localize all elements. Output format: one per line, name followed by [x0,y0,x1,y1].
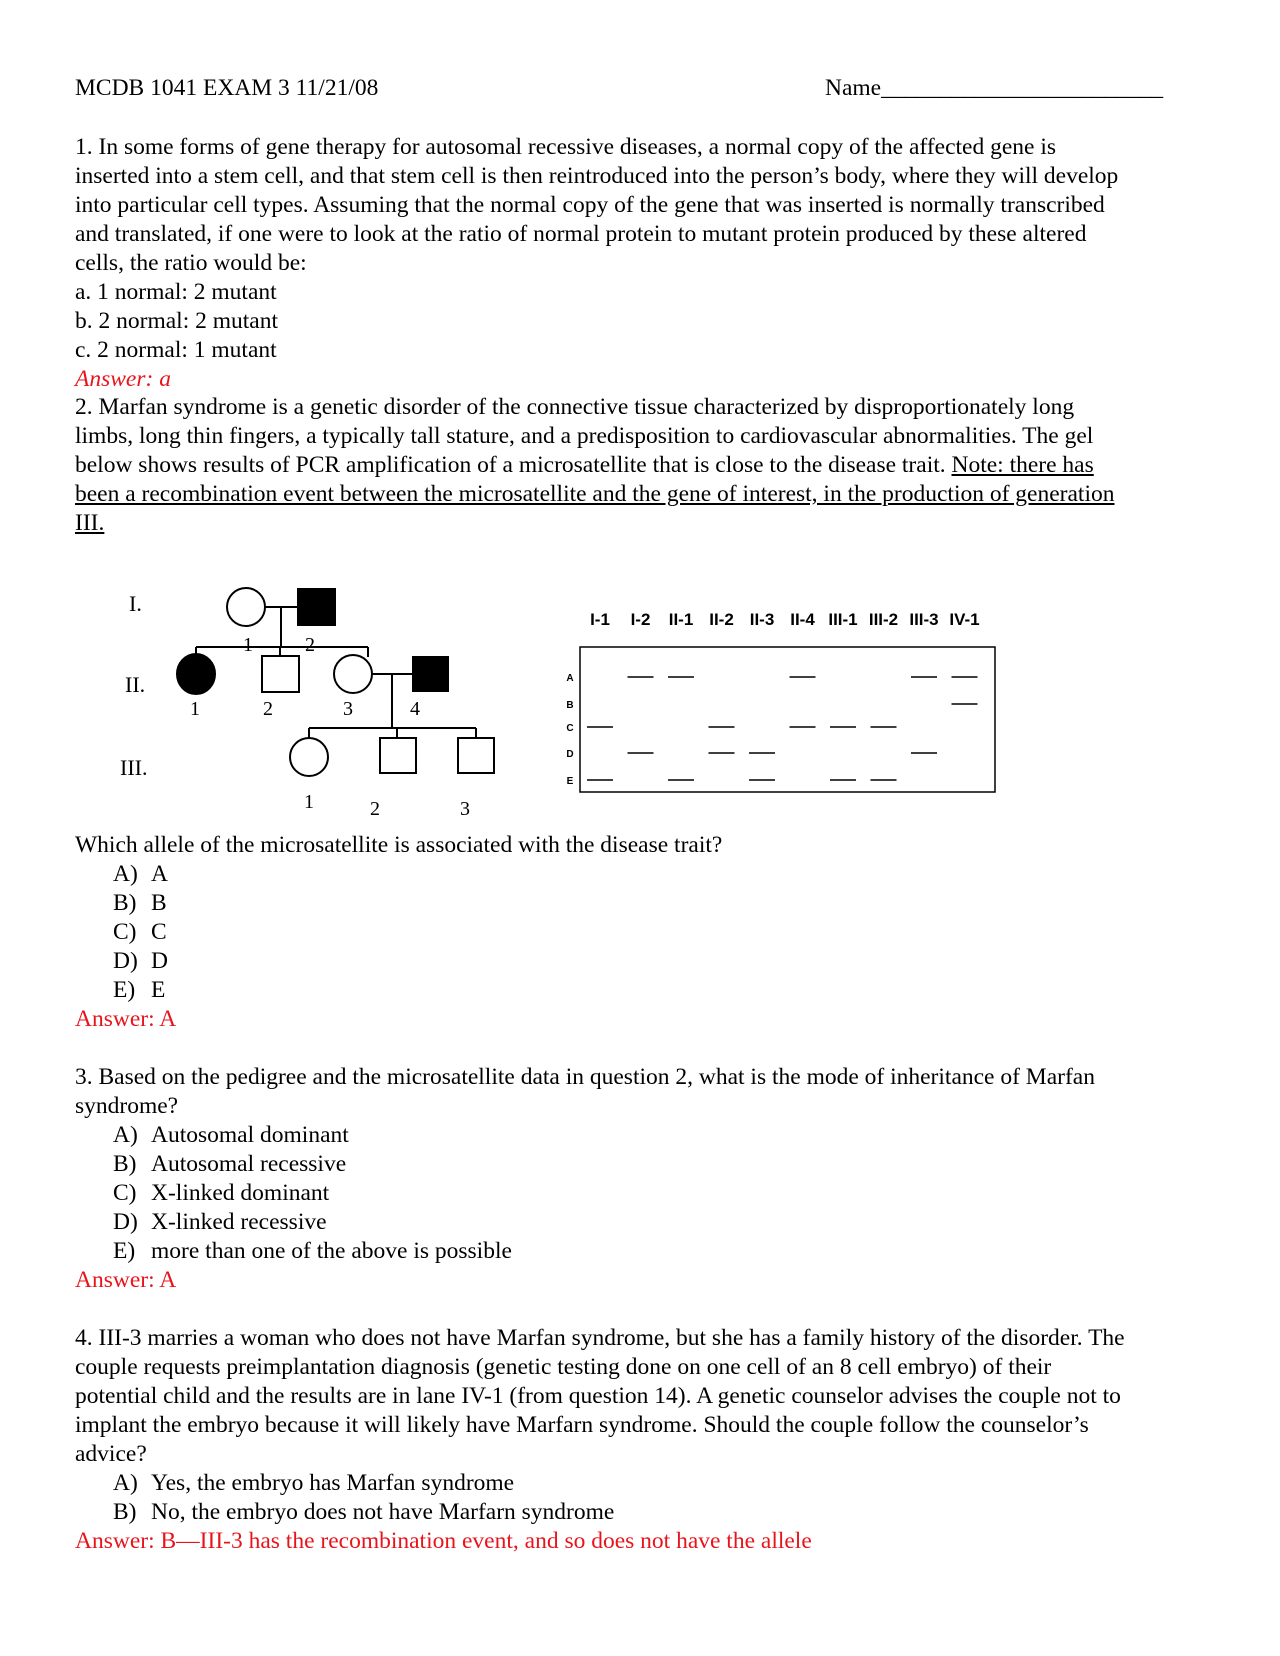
question-2-note: Note: there has [951,452,1094,478]
gel-allele-label: E [566,776,574,787]
question-4-answer: Answer: B—III-3 has the recombination event, and so does not have the allele [75,1528,812,1554]
pedigree-female-affected [177,654,215,694]
question-4-line: couple requests preimplantation diagnosis (genetic testing done on one cell of an 8 cell embryo) of their [75,1354,1052,1380]
question-2-option: E) E [113,977,166,1003]
pedigree-id: 4 [410,698,420,720]
question-4-line: potential child and the results are in lane IV-1 (from question 14). A genetic counselor advises the couple not to [75,1383,1121,1409]
pedigree-id: 3 [460,798,470,820]
question-4 [75,1324,1215,1469]
gel-lane-label: IV-1 [949,610,980,629]
gel-allele-label: D [566,749,574,760]
pedigree-female-unaffected [290,738,328,776]
gel-allele-label: C [566,723,574,734]
gel-allele-label: B [566,700,574,711]
question-2-option: C) C [113,919,167,945]
question-1-line: and translated, if one were to look at the ratio of normal protein to mutant protein produced by these altered [75,221,1087,247]
gel-lane-label: II-4 [790,610,815,629]
name-label: Name [825,75,882,101]
question-2-note-line: III. [75,510,105,536]
generation-label: II. [125,672,146,697]
question-2-option: A) A [113,861,168,887]
question-2-line-text: below shows results of PCR amplification of a microsatellite that is close to the disease trait. [75,452,952,478]
gel-lane-label: I-2 [630,610,651,629]
question-2-prompt: Which allele of the microsatellite is associated with the disease trait? [75,832,723,858]
pedigree-male-affected [298,589,335,625]
question-2-answer: Answer: A [75,1006,177,1032]
question-1-line: cells, the ratio would be: [75,250,307,276]
generation-label: I. [129,591,142,616]
question-2-options [113,860,168,1005]
pedigree-id: 1 [243,634,253,656]
question-1-option: c. 2 normal: 1 mutant [75,337,277,363]
pedigree-female-unaffected [227,588,265,626]
gel-lane-label: II-1 [668,610,694,629]
gel-frame [580,647,995,792]
question-3-option: D) X-linked recessive [113,1209,327,1235]
pedigree-male-unaffected [262,656,299,692]
pedigree-male-unaffected [458,738,494,773]
question-2 [75,393,1215,538]
gel-allele-label: A [566,673,574,684]
question-1-line: into particular cell types. Assuming that the normal copy of the gene that was inserted is normally transcribed [75,192,1105,218]
generation-label: III. [120,755,148,780]
question-1-answer: Answer: a [75,366,171,392]
question-1-option: b. 2 normal: 2 mutant [75,308,278,334]
question-3-line: 3. Based on the pedigree and the microsatellite data in question 2, what is the mode of inheritance of Marfan [75,1064,1095,1090]
question-1-line: 1. In some forms of gene therapy for autosomal recessive diseases, a normal copy of the affected gene is [75,134,1056,160]
pedigree-male-unaffected [380,738,416,773]
pedigree-female-unaffected [334,655,372,693]
gel-lane-label: I-1 [590,610,610,629]
gel-lane-label: II-2 [709,610,734,629]
gel-electrophoresis [540,605,1000,805]
question-3-options [113,1121,512,1266]
pedigree-id: 1 [304,791,314,813]
question-4-option: A) Yes, the embryo has Marfan syndrome [113,1470,515,1496]
question-3-line: syndrome? [75,1093,179,1119]
pedigree-chart [100,585,520,825]
question-3 [75,1063,1215,1121]
pedigree-id: 2 [263,698,273,720]
question-3-option: E) more than one of the above is possible [113,1238,512,1264]
gel-lane-label: II-3 [749,610,775,629]
question-2-option: D) D [113,948,168,974]
gel-lane-label: III-2 [868,610,899,629]
pedigree-id: 3 [343,698,353,720]
name-field [825,74,1163,103]
pedigree-male-affected [413,657,448,691]
question-4-line: advice? [75,1441,147,1467]
question-2-line [75,451,1215,480]
question-4-option: B) No, the embryo does not have Marfarn syndrome [113,1499,615,1525]
exam-title: MCDB 1041 EXAM 3 11/21/08 [75,75,379,101]
question-2-line: 2. Marfan syndrome is a genetic disorder of the connective tissue characterized by disproportionately long [75,394,1075,420]
question-3-option: C) X-linked dominant [113,1180,330,1206]
question-4-options [113,1469,614,1527]
pedigree-id: 1 [190,698,200,720]
gel-lane-label: III-3 [909,610,939,629]
question-3-option: A) Autosomal dominant [113,1122,349,1148]
question-2-option: B) B [113,890,167,916]
question-3-option: B) Autosomal recessive [113,1151,347,1177]
question-1-option: a. 1 normal: 2 mutant [75,279,277,305]
gel-lane-label: III-1 [828,610,858,629]
name-blank: ________________________ [881,75,1164,101]
question-1-line: inserted into a stem cell, and that stem cell is then reintroduced into the person’s body, where they will develop [75,163,1119,189]
question-1 [75,133,1215,394]
pedigree-id: 2 [305,634,315,656]
question-4-line: implant the embryo because it will likely have Marfarn syndrome. Should the couple follow the counselor’s [75,1412,1089,1438]
question-2-line: limbs, long thin fingers, a typically tall stature, and a predisposition to cardiovascular abnormalities. The gel [75,423,1094,449]
question-4-line: 4. III-3 marries a woman who does not have Marfan syndrome, but she has a family history of the disorder. The [75,1325,1125,1351]
question-3-answer: Answer: A [75,1267,177,1293]
pedigree-id: 2 [370,798,380,820]
question-2-note-line: been a recombination event between the microsatellite and the gene of interest, in the production of generation [75,481,1115,507]
